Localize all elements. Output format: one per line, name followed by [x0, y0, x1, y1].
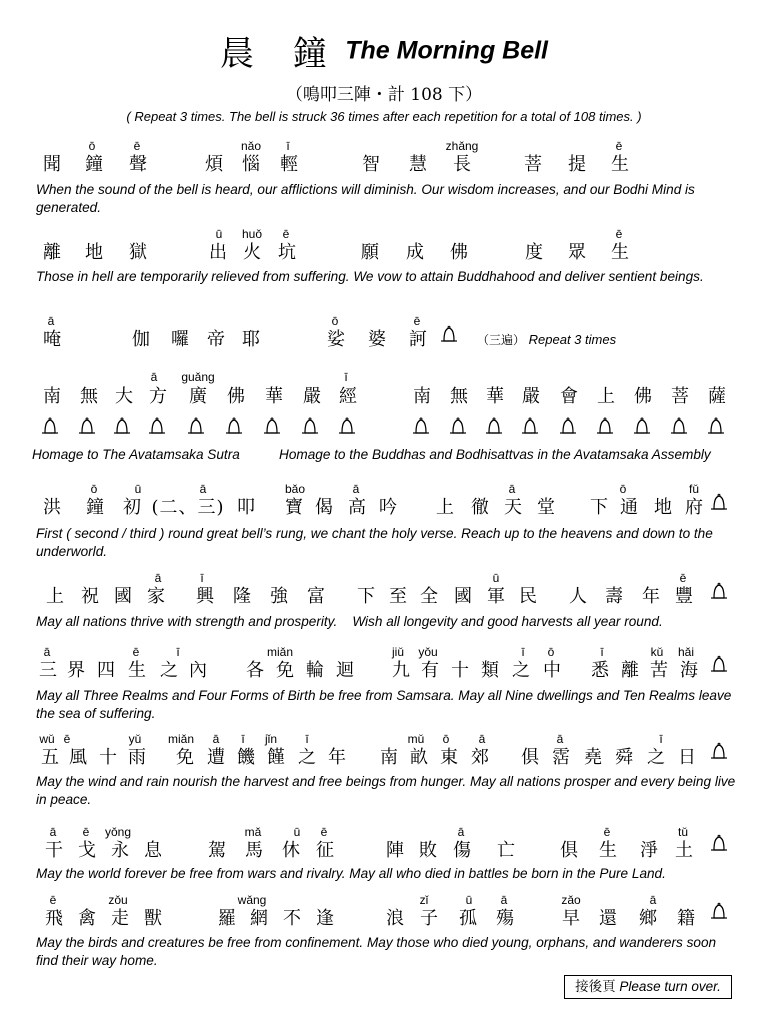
- pinyin: ē: [615, 227, 623, 241]
- translation-left: Homage to The Avatamsaka Sutra: [32, 447, 240, 462]
- verse-char: 南: [43, 386, 61, 407]
- verse-char: 惱: [242, 154, 260, 175]
- verse-char: 智: [362, 154, 380, 175]
- pinyin: ā: [154, 571, 162, 585]
- verse-char: 界: [67, 660, 85, 681]
- pinyin: ā: [649, 893, 657, 907]
- verse-char: 婆: [368, 329, 386, 350]
- pinyin: zhǎng: [445, 139, 479, 153]
- verse-char: 免: [176, 747, 194, 768]
- pinyin: ā: [478, 732, 486, 746]
- pinyin: miǎn: [266, 645, 293, 659]
- verse-char: 上: [436, 497, 454, 518]
- bell-icon: [710, 834, 728, 854]
- bell-icon: [486, 418, 502, 433]
- bell-icon: [450, 418, 466, 433]
- verse-char: 會: [560, 386, 578, 407]
- verse-char: 獸: [144, 908, 162, 929]
- bell-icon: [710, 582, 728, 602]
- verse-char: 火: [243, 242, 261, 263]
- verse-char: 畝: [410, 747, 428, 768]
- pinyin: ū: [293, 825, 301, 839]
- bell-icon: [440, 325, 458, 345]
- pinyin: ā: [150, 370, 158, 384]
- verse-char: 坑: [278, 242, 296, 263]
- pinyin: zǎo: [561, 893, 581, 907]
- pinyin: ī: [200, 571, 204, 585]
- pinyin: yǒu: [418, 645, 438, 659]
- verse-char: 籍: [677, 908, 695, 929]
- pinyin: ē: [320, 825, 328, 839]
- verse-char: 祝: [81, 586, 99, 607]
- pinyin: zǐ: [419, 893, 429, 907]
- verse-char: 遭: [207, 747, 225, 768]
- verse-char: 地: [654, 497, 672, 518]
- verse-char: 人: [569, 586, 587, 607]
- pinyin: ū: [492, 571, 500, 585]
- verse-char: 敗: [419, 840, 437, 861]
- verse-char: 家: [147, 586, 165, 607]
- pinyin: ī: [659, 732, 663, 746]
- pinyin: ū: [215, 227, 223, 241]
- verse-char: 隆: [233, 586, 251, 607]
- verse-char: 永: [111, 840, 129, 861]
- pinyin: bǎo: [284, 482, 306, 496]
- translation: When the sound of the bell is heard, our afflictions will diminish. Our wisdom increases, and our Bodhi Mind is generated.: [36, 182, 695, 215]
- pinyin: wǔ: [39, 732, 55, 746]
- pinyin: miǎn: [167, 732, 194, 746]
- pinyin: ā: [457, 825, 465, 839]
- pinyin: ā: [500, 893, 508, 907]
- pinyin: ē: [603, 825, 611, 839]
- verse-char: 生: [128, 660, 146, 681]
- bell-icon: [560, 418, 576, 433]
- verse-char: 獄: [129, 242, 147, 263]
- pinyin: ō: [442, 732, 450, 746]
- verse-char: 不: [283, 908, 301, 929]
- verse-char: 無: [450, 386, 468, 407]
- verse-char: 度: [525, 242, 543, 263]
- bell-icon: [339, 418, 355, 433]
- verse-char: 悉: [591, 660, 609, 681]
- verse-char: 通: [620, 497, 638, 518]
- bell-icon: [226, 418, 242, 433]
- pinyin: ē: [132, 645, 140, 659]
- pinyin: jiǔ: [391, 645, 404, 659]
- verse-char: 富: [307, 586, 325, 607]
- verse-char: 長: [453, 154, 471, 175]
- pinyin: mǎ: [244, 825, 262, 839]
- verse-char: 嚴: [303, 386, 321, 407]
- verse-char: 嚴: [522, 386, 540, 407]
- verse-char: 娑: [327, 329, 345, 350]
- bell-icon: [302, 418, 318, 433]
- verse-char: 豐: [675, 586, 693, 607]
- translation: May all nations thrive with strength and prosperity. Wish all longevity and good harvests all year round.: [36, 614, 663, 629]
- verse-char: 偈: [315, 497, 333, 518]
- pinyin: ū: [465, 893, 473, 907]
- verse-char: 舜: [615, 747, 633, 768]
- verse-char: 菩: [671, 386, 689, 407]
- verse-char: 伽: [132, 329, 150, 350]
- pinyin: mǔ: [407, 732, 425, 746]
- verse-char: 東: [440, 747, 458, 768]
- verse-char: 經: [339, 386, 357, 407]
- verse-char: 還: [599, 908, 617, 929]
- verse-char: 戈: [78, 840, 96, 861]
- verse-char: 初: [123, 497, 141, 518]
- verse-char: 鐘: [85, 154, 103, 175]
- verse-char: 高: [348, 497, 366, 518]
- verse-char: 帝: [207, 329, 225, 350]
- pinyin: ī: [305, 732, 309, 746]
- verse-char: 浪: [386, 908, 404, 929]
- verse-char: 下: [590, 497, 608, 518]
- verse-char: 俱: [560, 840, 578, 861]
- verse-char: 方: [149, 386, 167, 407]
- verse-char: 聲: [129, 154, 147, 175]
- verse-char: 強: [270, 586, 288, 607]
- verse-char: 南: [380, 747, 398, 768]
- verse-char: 殤: [496, 908, 514, 929]
- verse-char-paren: (二、三): [151, 497, 225, 518]
- verse-char: 國: [114, 586, 132, 607]
- translation: May the wind and rain nourish the harvest and free beings from hunger. May all nations prosper and every being live in peace.: [36, 774, 736, 807]
- verse-char: 出: [209, 242, 227, 263]
- pinyin: yǔ: [128, 732, 142, 746]
- verse-char: 願: [361, 242, 379, 263]
- verse-char: 雨: [128, 747, 146, 768]
- verse-char: 禽: [78, 908, 96, 929]
- pinyin: wǎng: [237, 893, 267, 907]
- verse-char: 孤: [459, 908, 477, 929]
- verse-char: 軍: [487, 586, 505, 607]
- pinyin: huǒ: [241, 227, 263, 241]
- verse-char: 息: [144, 840, 162, 861]
- verse-char: 耶: [242, 329, 260, 350]
- verse-char: 成: [406, 242, 424, 263]
- verse-char: 傷: [453, 840, 471, 861]
- verse-char: 無: [80, 386, 98, 407]
- verse-char: 霑: [552, 747, 570, 768]
- pinyin: ē: [49, 893, 57, 907]
- pinyin: ī: [521, 645, 525, 659]
- verse-char: 四: [97, 660, 115, 681]
- pinyin: ē: [615, 139, 623, 153]
- verse-char: 生: [611, 154, 629, 175]
- verse-char: 廣: [189, 386, 207, 407]
- bell-icon: [79, 418, 95, 433]
- translation: First ( second / third ) round great bell’s rung, we chant the holy verse. Reach up to the heavens and down to the underworld.: [36, 526, 713, 559]
- verse-char: 薩: [708, 386, 726, 407]
- repeat-note-en: Repeat 3 times: [528, 332, 617, 347]
- verse-char: 年: [328, 747, 346, 768]
- subtitle: （鳴叩三陣・計 108 下）: [285, 85, 483, 105]
- verse-char: 俱: [521, 747, 539, 768]
- verse-char: 亡: [497, 840, 515, 861]
- page-title: [0, 26, 768, 75]
- pinyin: ā: [43, 645, 51, 659]
- title-chinese: 晨 鐘: [219, 34, 341, 74]
- turn-over-cn: 接後頁: [575, 979, 616, 995]
- pinyin: nǎo: [240, 139, 262, 153]
- verse-char: 內: [189, 660, 207, 681]
- translation: Those in hell are temporarily relieved from suffering. We vow to attain Buddhahood and deliver sentient beings.: [36, 269, 704, 284]
- translation: May the birds and creatures be free from confinement. May those who died young, orphans, and wanderers soon find their way home.: [36, 935, 717, 968]
- verse-char: 興: [196, 586, 214, 607]
- bell-icon: [710, 902, 728, 922]
- verse-char: 生: [599, 840, 617, 861]
- bell-icon: [597, 418, 613, 433]
- pinyin: ī: [286, 139, 290, 153]
- verse-char: 十: [451, 660, 469, 681]
- pinyin: ī: [176, 645, 180, 659]
- pinyin: ō: [547, 645, 555, 659]
- verse-char: 佛: [227, 386, 245, 407]
- verse-char: 之: [298, 747, 316, 768]
- verse-char: 飛: [45, 908, 63, 929]
- verse-char: 菩: [524, 154, 542, 175]
- verse-char: 之: [160, 660, 178, 681]
- verse-char: 干: [45, 840, 63, 861]
- verse-char: 南: [413, 386, 431, 407]
- pinyin: guǎng: [181, 370, 215, 384]
- bell-icon: [522, 418, 538, 433]
- pinyin: ē: [82, 825, 90, 839]
- turn-over-note: [564, 975, 732, 999]
- verse-char: 中: [543, 660, 561, 681]
- verse-char: 叩: [237, 497, 255, 518]
- verse-char: 府: [685, 497, 703, 518]
- verse-char: 馬: [245, 840, 263, 861]
- bell-icon: [114, 418, 130, 433]
- repeat-note-cn: （三遍）: [477, 333, 526, 347]
- verse-char: 陣: [386, 840, 404, 861]
- verse-char: 羅: [218, 908, 236, 929]
- verse-char: 徹: [471, 497, 489, 518]
- translation: May the world forever be free from wars and rivalry. May all who died in battles be born in the Pure Land.: [36, 866, 666, 881]
- verse-char: 唵: [43, 329, 61, 350]
- verse-char: 子: [420, 908, 438, 929]
- bell-icon: [671, 418, 687, 433]
- pinyin: ō: [619, 482, 627, 496]
- pinyin: yǒng: [104, 825, 132, 839]
- translation-right: Homage to the Buddhas and Bodhisattvas in the Avatamsaka Assembly: [279, 447, 711, 462]
- verse-char: 佛: [634, 386, 652, 407]
- verse-char: 大: [115, 386, 133, 407]
- pinyin: ū: [134, 482, 142, 496]
- verse-char: 迴: [336, 660, 354, 681]
- pinyin: ō: [88, 139, 96, 153]
- verse-char: 堯: [584, 747, 602, 768]
- bell-icon: [149, 418, 165, 433]
- bell-icon: [708, 418, 724, 433]
- verse-char: 各: [246, 660, 264, 681]
- verse-char: 囉: [171, 329, 189, 350]
- pinyin: ō: [90, 482, 98, 496]
- verse-char: 饉: [267, 747, 285, 768]
- verse-char: 郊: [471, 747, 489, 768]
- pinyin: zǒu: [108, 893, 128, 907]
- verse-char: 寶: [285, 497, 303, 518]
- instruction-note: ( Repeat 3 times. The bell is struck 36 times after each repetition for a total of 108 times. ): [126, 109, 642, 124]
- verse-char: 逢: [316, 908, 334, 929]
- verse-char: 饑: [237, 747, 255, 768]
- verse-char: 全: [420, 586, 438, 607]
- pinyin: ē: [282, 227, 290, 241]
- pinyin: ā: [199, 482, 207, 496]
- verse-char: 佛: [450, 242, 468, 263]
- verse-char: 輪: [306, 660, 324, 681]
- verse-char: 之: [647, 747, 665, 768]
- pinyin: ī: [241, 732, 245, 746]
- verse-char: 走: [111, 908, 129, 929]
- verse-char: 三: [39, 660, 57, 681]
- verse-char: 煩: [205, 154, 223, 175]
- verse-char: 提: [568, 154, 586, 175]
- verse-char: 堂: [537, 497, 555, 518]
- translation: May all Three Realms and Four Forms of Birth be free from Samsara. May all Nine dwellings and Ten Realms leave the sea of suffering.: [36, 688, 732, 721]
- bell-icon: [710, 493, 728, 513]
- verse-char: 休: [282, 840, 300, 861]
- bell-icon: [264, 418, 280, 433]
- verse-char: 地: [85, 242, 103, 263]
- verse-char: 天: [504, 497, 522, 518]
- verse-char: 土: [675, 840, 693, 861]
- verse-char: 上: [597, 386, 615, 407]
- verse-char: 類: [481, 660, 499, 681]
- verse-char: 之: [512, 660, 530, 681]
- verse-char: 壽: [605, 586, 623, 607]
- verse-char: 免: [276, 660, 294, 681]
- verse-char: 華: [486, 386, 504, 407]
- verse-char: 五: [41, 747, 59, 768]
- bell-icon: [413, 418, 429, 433]
- pinyin: ē: [679, 571, 687, 585]
- pinyin: ā: [212, 732, 220, 746]
- verse-char: 淨: [640, 840, 658, 861]
- verse-char: 苦: [650, 660, 668, 681]
- verse-char: 華: [265, 386, 283, 407]
- title-english: The Morning Bell: [345, 36, 549, 65]
- pinyin: hǎi: [677, 645, 694, 659]
- verse-char: 鄉: [639, 908, 657, 929]
- bell-icon: [634, 418, 650, 433]
- pinyin: ā: [352, 482, 360, 496]
- verse-char: 十: [99, 747, 117, 768]
- verse-char: 洪: [43, 497, 61, 518]
- verse-char: 民: [519, 586, 537, 607]
- bell-icon: [42, 418, 58, 433]
- pinyin: ē: [63, 732, 71, 746]
- verse-char: 離: [621, 660, 639, 681]
- pinyin: ī: [600, 645, 604, 659]
- verse-char: 眾: [568, 242, 586, 263]
- pinyin: kǔ: [650, 645, 664, 659]
- pinyin: ā: [556, 732, 564, 746]
- pinyin: ē: [133, 139, 141, 153]
- pinyin: ā: [47, 314, 55, 328]
- pinyin: tǔ: [677, 825, 688, 839]
- bell-row: [0, 414, 768, 440]
- verse-char: 慧: [409, 154, 427, 175]
- verse-char: 輕: [280, 154, 298, 175]
- verse-char: 日: [678, 747, 696, 768]
- bell-icon: [710, 655, 728, 675]
- bell-icon: [710, 742, 728, 762]
- pinyin: ā: [508, 482, 516, 496]
- bell-icon: [188, 418, 204, 433]
- verse-char: 征: [316, 840, 334, 861]
- verse-char: 下: [357, 586, 375, 607]
- verse-char: 國: [454, 586, 472, 607]
- verse-char: 九: [392, 660, 410, 681]
- verse-char: 年: [642, 586, 660, 607]
- verse-char: 吟: [379, 497, 397, 518]
- verse-char: 離: [43, 242, 61, 263]
- verse-char: 有: [421, 660, 439, 681]
- verse-char: 駕: [208, 840, 226, 861]
- turn-over-en: Please turn over.: [619, 979, 721, 994]
- verse-char: 訶: [409, 329, 427, 350]
- pinyin: ō: [331, 314, 339, 328]
- verse-char: 早: [562, 908, 580, 929]
- pinyin: ī: [344, 370, 348, 384]
- verse-char: 生: [611, 242, 629, 263]
- pinyin: jǐn: [264, 732, 277, 746]
- verse-char: 聞: [43, 154, 61, 175]
- verse-char: 上: [46, 586, 64, 607]
- verse-char: 網: [250, 908, 268, 929]
- pinyin: fǔ: [688, 482, 699, 496]
- verse-char: 鐘: [86, 497, 104, 518]
- pinyin: ē: [413, 314, 421, 328]
- pinyin: ā: [49, 825, 57, 839]
- verse-char: 至: [389, 586, 407, 607]
- verse-char: 海: [680, 660, 698, 681]
- verse-char: 風: [69, 747, 87, 768]
